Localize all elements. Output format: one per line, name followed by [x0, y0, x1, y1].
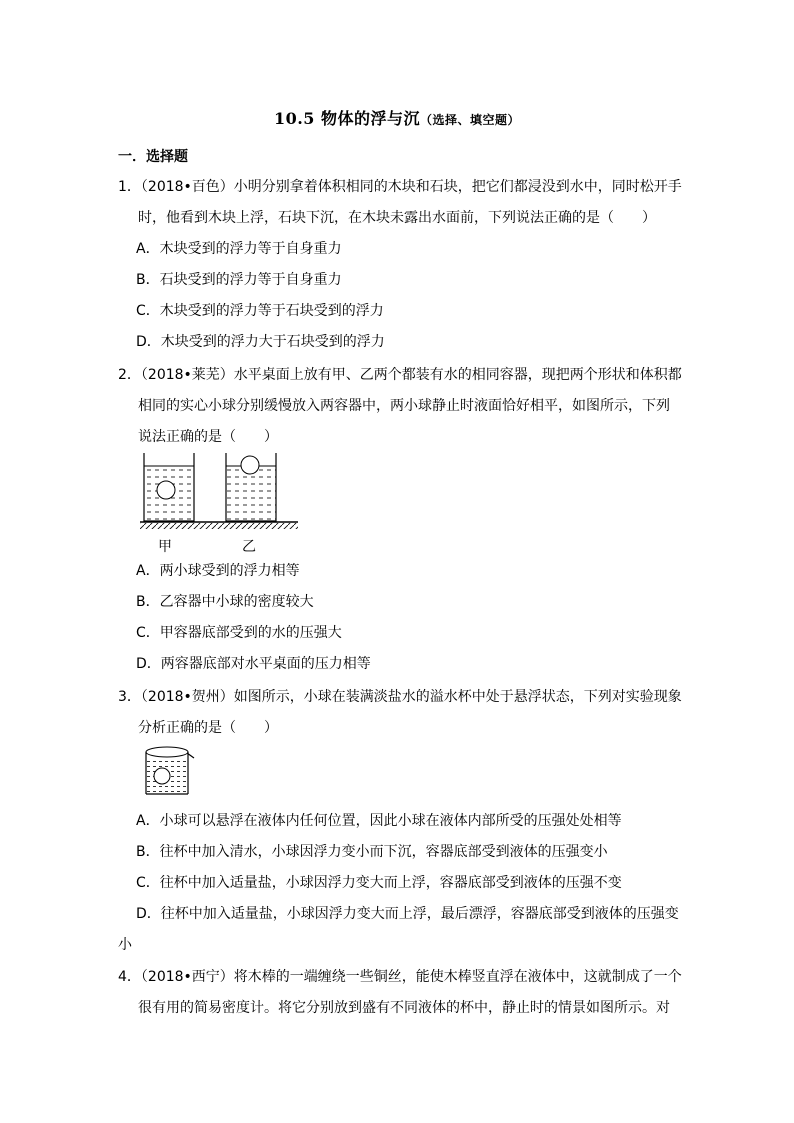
q1-option-b: B．石块受到的浮力等于自身重力	[136, 272, 342, 288]
q1-option-d: D．木块受到的浮力大于石块受到的浮力	[136, 334, 385, 350]
q2-line3: 说法正确的是（ ）	[138, 429, 278, 445]
title-main: 10.5 物体的浮与沉	[273, 109, 421, 128]
q1-line2: 时，他看到木块上浮，石块下沉，在木块未露出水面前，下列说法正确的是（ ）	[138, 210, 656, 226]
q3-option-c: C．往杯中加入适量盐，小球因浮力变大而上浮，容器底部受到液体的压强不变	[136, 875, 622, 891]
section-heading: 一．选择题	[118, 149, 188, 165]
q2-option-c: C．甲容器底部受到的水的压强大	[136, 625, 342, 641]
ball-yi	[241, 456, 259, 474]
q1-option-c: C．木块受到的浮力等于石块受到的浮力	[136, 303, 384, 319]
q1-line1: 1．（2018•百色）小明分别拿着体积相同的木块和石块，把它们都浸没到水中，同时松开手	[118, 179, 682, 195]
q2-option-b: B．乙容器中小球的密度较大	[136, 594, 314, 610]
q3-option-a: A．小球可以悬浮在液体内任何位置，因此小球在液体内部所受的压强处处相等	[136, 813, 622, 829]
q4-line2: 很有用的简易密度计。将它分别放到盛有不同液体的杯中，静止时的情景如图所示。对	[138, 1000, 670, 1016]
q2-label-yi: 乙	[242, 539, 256, 555]
q3-option-b: B．往杯中加入清水，小球因浮力变小而下沉，容器底部受到液体的压强变小	[136, 844, 608, 860]
q3-option-d: D．往杯中加入适量盐，小球因浮力变大而上浮，最后漂浮，容器底部受到液体的压强变	[136, 906, 679, 922]
q2-label-jia: 甲	[158, 539, 172, 555]
page-title	[0, 106, 794, 129]
q2-option-a: A．两小球受到的浮力相等	[136, 563, 300, 579]
q4-line1: 4．（2018•西宁）将木棒的一端缠绕一些铜丝，能使木棒竖直浮在液体中，这就制成了一个	[118, 969, 682, 985]
q1-option-a: A．木块受到的浮力等于自身重力	[136, 241, 342, 257]
q3-line2: 分析正确的是（ ）	[138, 720, 278, 736]
q2-line2: 相同的实心小球分别缓慢放入两容器中，两小球静止时液面恰好相平，如图所示，下列	[138, 398, 670, 414]
q2-option-d: D．两容器底部对水平桌面的压力相等	[136, 656, 371, 672]
title-sub: （选择、填空题）	[420, 113, 521, 127]
q3-overflow-cup-figure	[140, 744, 200, 800]
ball-jia	[157, 481, 175, 499]
q3-option-d-cont: 小	[118, 937, 132, 953]
q2-figure-containers	[138, 453, 304, 537]
q3-line1: 3．（2018•贺州）如图所示，小球在装满淡盐水的溢水杯中处于悬浮状态，下列对实验现象	[118, 689, 682, 705]
ball-suspended	[154, 768, 170, 784]
q2-line1: 2．（2018•莱芜）水平桌面上放有甲、乙两个都装有水的相同容器，现把两个形状和体积都	[118, 367, 682, 383]
